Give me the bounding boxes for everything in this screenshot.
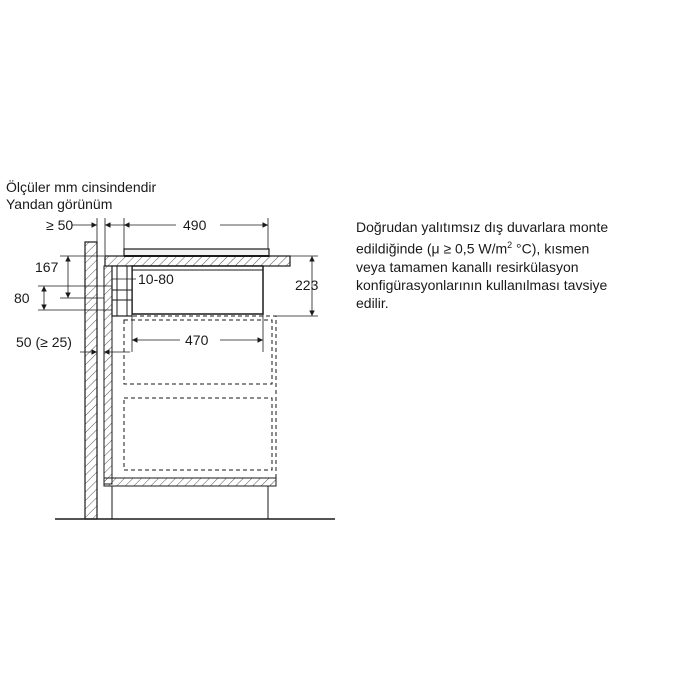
drawer-upper <box>124 320 272 384</box>
units-note: Ölçüler mm cinsindendir <box>6 179 157 195</box>
note-superscript: 2 <box>507 240 513 250</box>
dim-height-80: 80 <box>14 290 30 306</box>
view-label: Yandan görünüm <box>6 196 113 212</box>
dim-duct-range: 10-80 <box>138 271 174 287</box>
note-line-1: Doğrudan yalıtımsız dış duvarlara monte <box>356 219 609 235</box>
note-line-5: edilir. <box>356 294 389 311</box>
dim-height-167: 167 <box>35 259 59 275</box>
cabinet-side-panel <box>104 266 112 484</box>
cabinet-base <box>104 478 276 486</box>
note-line-2-text: edildiğinde (μ ≥ 0,5 W/m <box>356 240 508 257</box>
note-line-4: konfigürasyonlarının kullanılması tavsiye <box>356 276 608 293</box>
countertop <box>105 256 290 266</box>
note-line-2-tail: °C), kısmen <box>512 240 590 257</box>
hob-glass <box>124 249 269 256</box>
wall <box>85 242 97 519</box>
dim-height-223: 223 <box>295 277 319 293</box>
drawer-lower <box>124 398 272 470</box>
note-line-3: veya tamamen kanallı resirkülasyon <box>356 258 579 275</box>
duct-connector <box>112 266 132 316</box>
dim-wall-gap: ≥ 50 <box>46 217 74 233</box>
dim-cutout-width: 470 <box>185 332 209 348</box>
dim-back-gap: 50 (≥ 25) <box>16 334 72 350</box>
dim-hob-width: 490 <box>183 217 207 233</box>
